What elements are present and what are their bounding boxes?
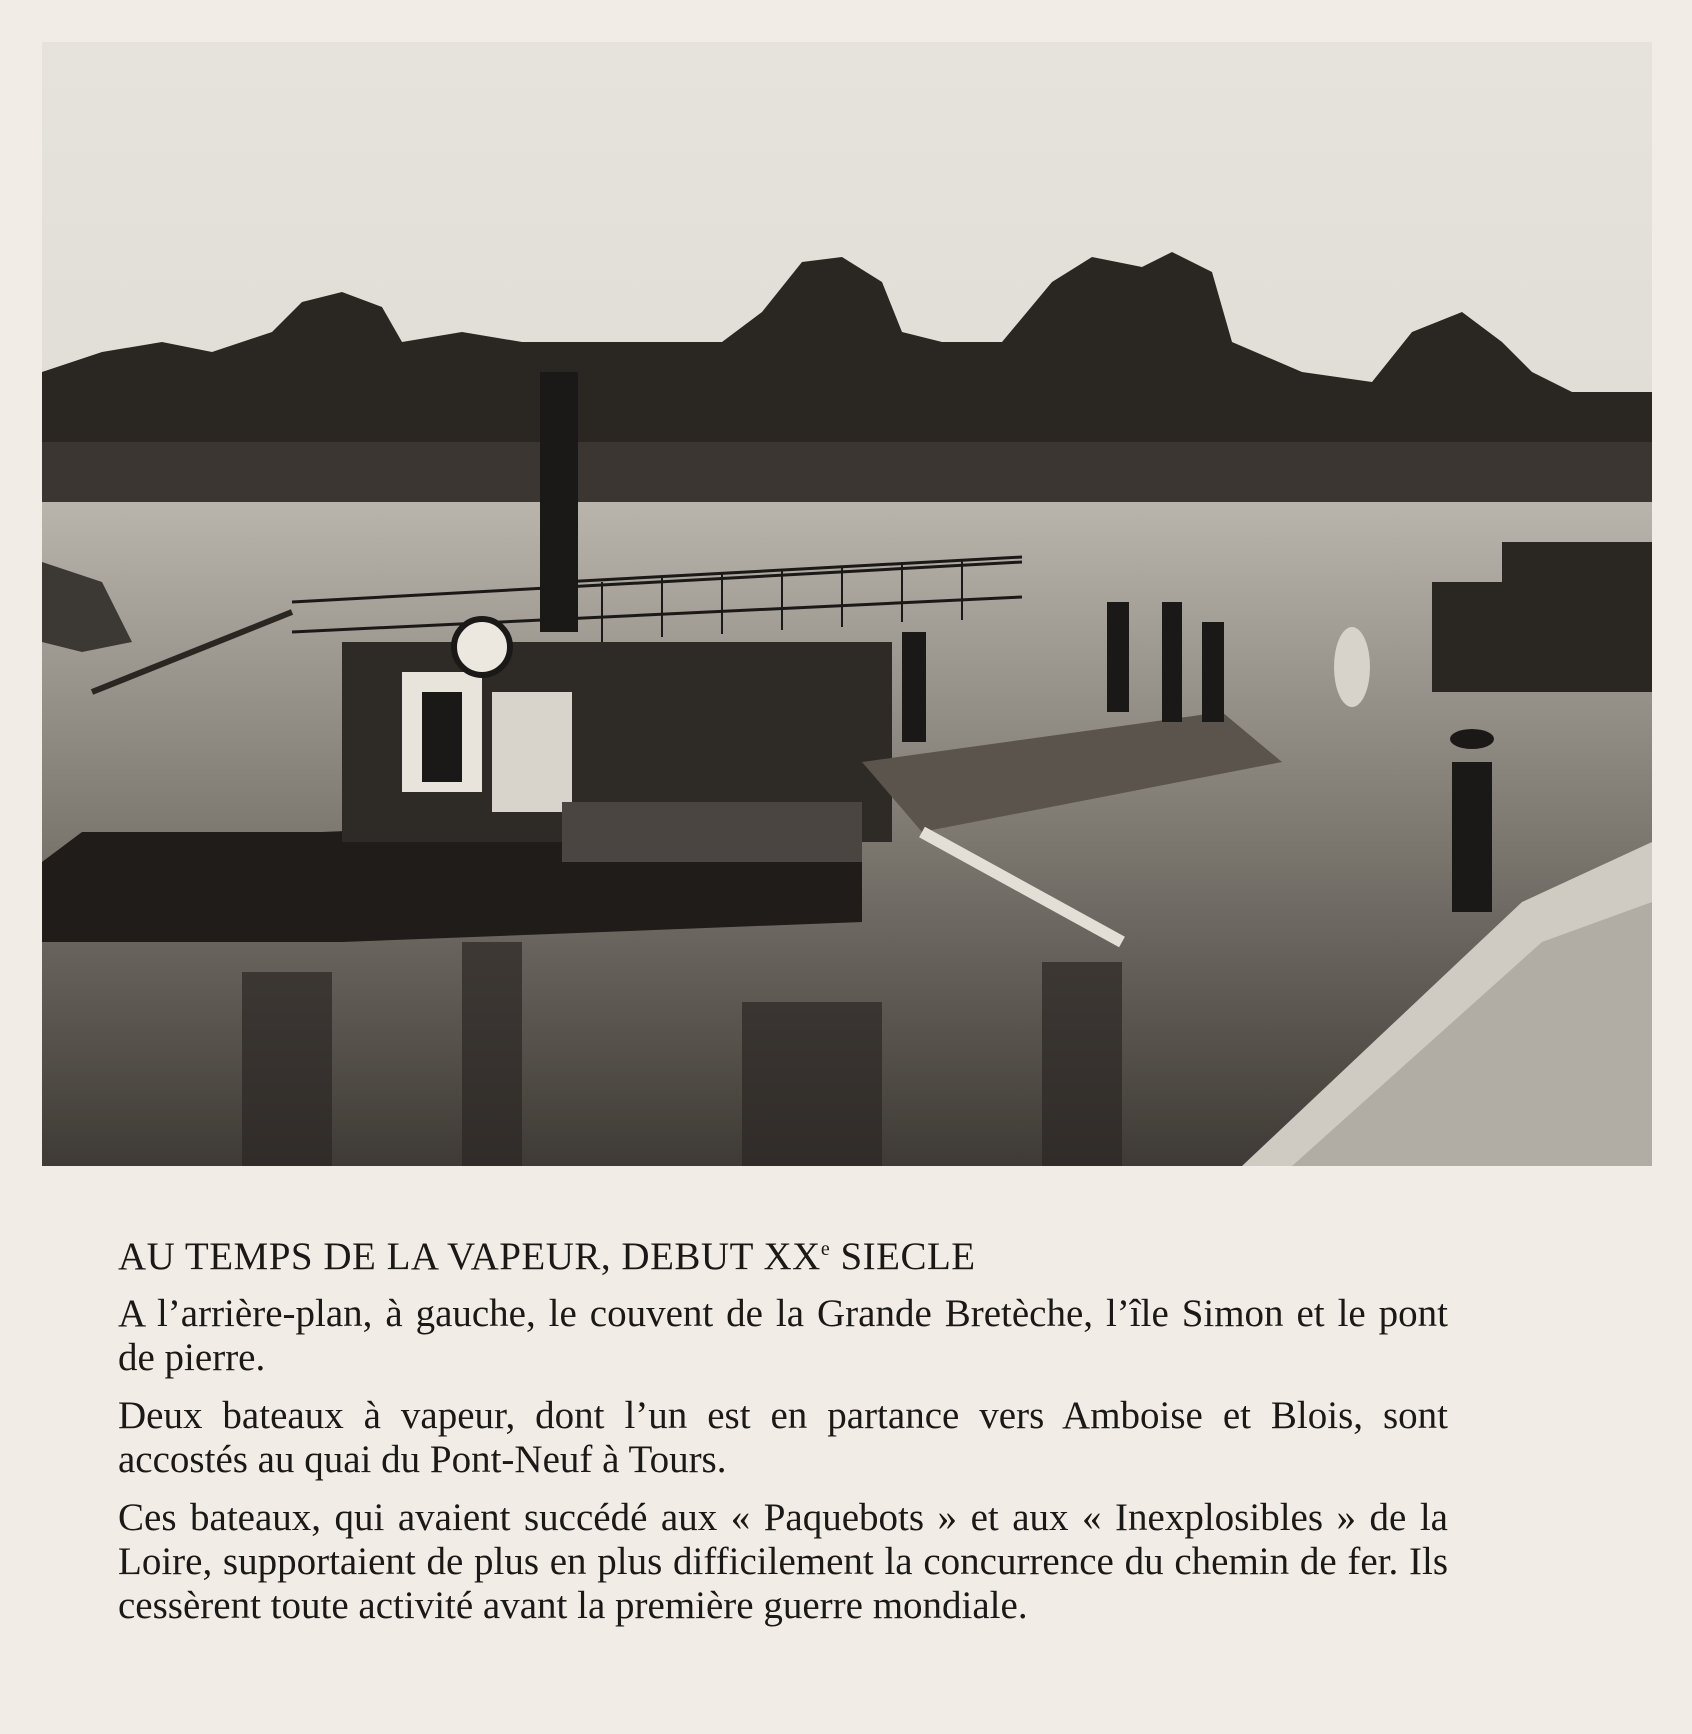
caption-title-main: AU TEMPS DE LA VAPEUR, DEBUT XX [118, 1235, 821, 1278]
caption-title [118, 1235, 1448, 1280]
caption-title-superscript: e [820, 1238, 831, 1260]
steamboat-photo [42, 42, 1652, 1166]
caption [118, 1235, 1448, 1642]
caption-paragraph: Ces bateaux, qui avaient succédé aux « Paquebots » et aux « Inexplosibles » de la Loire, supportaient de plus en plus difficilement la concurrence du chemin de fer. Ils cessèrent toute activité avant la première guerre mondiale. [118, 1495, 1448, 1627]
caption-title-end: SIECLE [830, 1235, 976, 1278]
caption-paragraph: Deux bateaux à vapeur, dont l’un est en partance vers Amboise et Blois, sont accostés au quai du Pont-Neuf à Tours. [118, 1393, 1448, 1481]
caption-paragraph: A l’arrière-plan, à gauche, le couvent de la Grande Bretèche, l’île Simon et le pont de pierre. [118, 1291, 1448, 1379]
